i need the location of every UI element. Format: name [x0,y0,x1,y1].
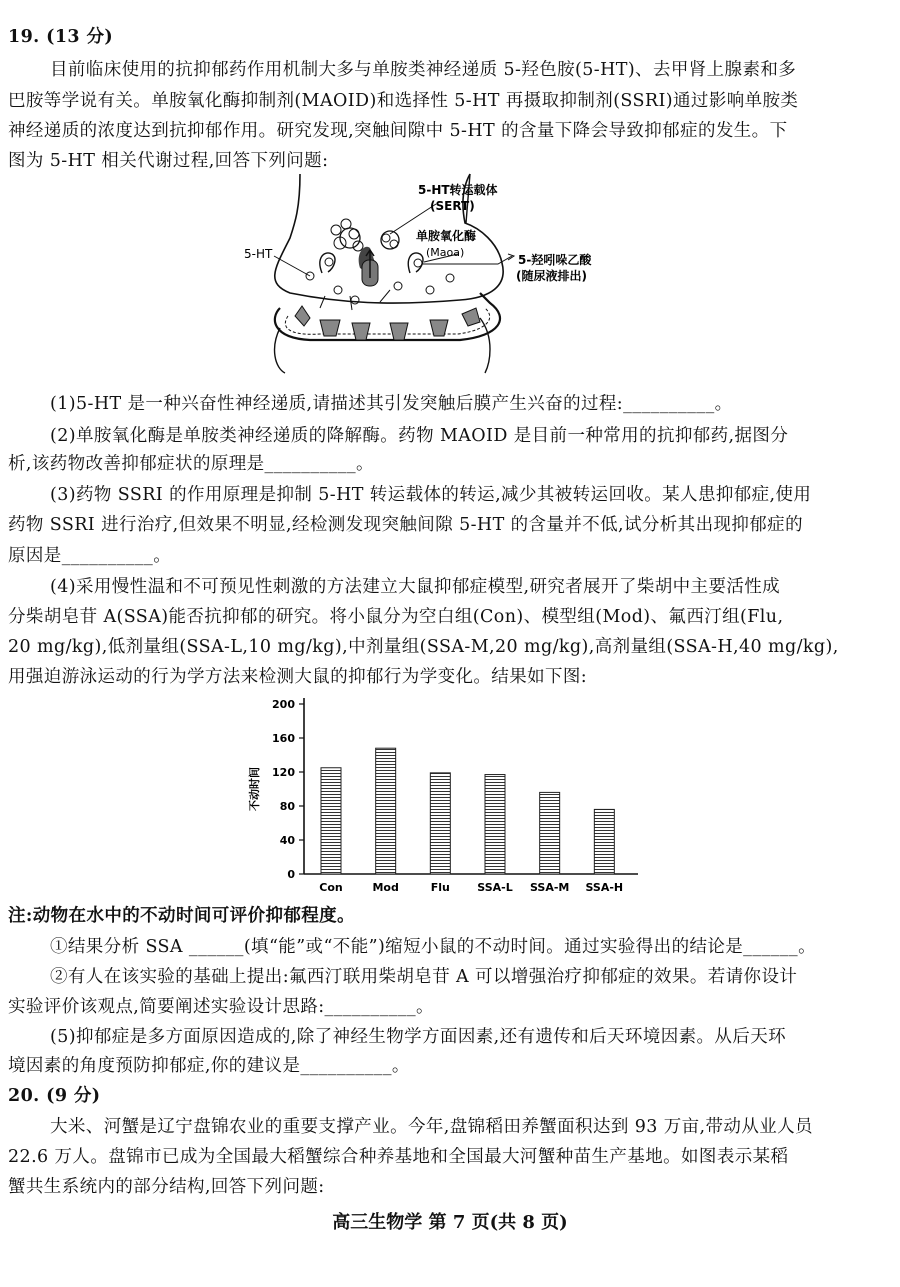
chart-note: 注:动物在水中的不动时间可评价抑郁程度。 [8,906,355,926]
immobility-bar-chart [236,682,646,900]
q19-part4-sub1: ①结果分析 SSA ______(填“能”或“不能”)缩短小鼠的不动时间。通过实验得出的结论是______。 [50,937,816,957]
label-maoa-2: (Maoa) [426,246,465,259]
label-sert-2: (SERT) [430,199,475,213]
q19-part5-a: (5)抑郁症是多方面原因造成的,除了神经生物学方面因素,还有遗传和后天环境因素。从后天环 [50,1027,787,1047]
maoa-pocket [408,253,423,273]
q20-line-2: 22.6 万人。盘锦市已成为全国最大稻蟹综合种养基地和全国最大河蟹种苗生产基地。如图表示某稻 [8,1147,789,1167]
q19-intro-line-3: 神经递质的浓度达到抗抑郁作用。研究发现,突触间隙中 5-HT 的含量下降会导致抑郁症的发生。下 [8,121,788,141]
label-5hiaa-2: (随尿液排出) [516,269,587,283]
q19-part4-c: 20 mg/kg),低剂量组(SSA-L,10 mg/kg),中剂量组(SSA-M,20 mg/kg),高剂量组(SSA-H,40 mg/kg), [8,637,839,657]
q19-header: 19. (13 分) [8,27,114,47]
q19-part3-b: 药物 SSRI 进行治疗,但效果不明显,经检测发现突触间隙 5-HT 的含量并不低,试分析其出现抑郁症的 [8,515,803,535]
bar-flu [430,773,450,874]
label-5hiaa-1: 5-羟吲哚乙酸 [518,253,592,267]
y-tick-label: 160 [272,732,295,745]
y-tick-label: 0 [287,868,295,881]
q19-part2-a: (2)单胺氧化酶是单胺类神经递质的降解酶。药物 MAOID 是目前一种常用的抗抑郁药,据图分 [50,426,789,446]
q20-line-3: 蟹共生系统内的部分结构,回答下列问题: [8,1177,325,1197]
q20-line-1: 大米、河蟹是辽宁盘锦农业的重要支撑产业。今年,盘锦稻田养蟹面积达到 93 万亩,带动从业人员 [50,1117,813,1137]
label-sert-1: 5-HT转运载体 [418,183,498,197]
synapse-diagram [240,168,640,378]
label-maoa-1: 单胺氧化酶 [416,229,477,243]
x-tick-label: Con [319,881,343,894]
chart-bars [321,748,614,874]
bar-mod [376,748,396,874]
chart-axes [299,698,638,874]
q19-part4-b: 分柴胡皂苷 A(SSA)能否抗抑郁的研究。将小鼠分为空白组(Con)、模型组(Mod)、氟西汀组(Flu, [8,607,784,627]
q19-intro-line-1: 目前临床使用的抗抑郁药作用机制大多与单胺类神经递质 5-羟色胺(5-HT)、去甲肾上腺素和多 [50,60,797,80]
y-axis-label: 不动时间 [248,767,261,811]
q19-part5-b: 境因素的角度预防抑郁症,你的建议是__________。 [8,1056,410,1076]
y-tick-label: 40 [279,834,295,847]
page-footer: 高三生物学 第 7 页(共 8 页) [332,1212,568,1233]
y-tick-label: 120 [272,766,295,779]
q20-header: 20. (9 分) [8,1086,101,1106]
y-tick-label: 200 [272,698,295,711]
bar-ssa-m [540,792,560,874]
x-tick-label: SSA-L [477,881,513,894]
q19-intro-line-2: 巴胺等学说有关。单胺氧化酶抑制剂(MAOID)和选择性 5-HT 再摄取抑制剂(SSRI)通过影响单胺类 [8,91,799,111]
label-5ht: 5-HT [244,247,273,261]
x-tick-label: SSA-M [529,881,570,894]
receptors [295,306,480,340]
q19-part3-c: 原因是__________。 [8,546,172,566]
q19-part1: (1)5-HT 是一种兴奋性神经递质,请描述其引发突触后膜产生兴奋的过程:__________。 [50,394,733,414]
q19-part4-sub2-a: ②有人在该实验的基础上提出:氟西汀联用柴胡皂苷 A 可以增强治疗抑郁症的效果。若请你设计 [50,967,798,987]
bar-ssa-l [485,775,505,874]
q19-part2-b: 析,该药物改善抑郁症状的原理是__________。 [8,454,374,474]
q19-part3-a: (3)药物 SSRI 的作用原理是抑制 5-HT 转运载体的转运,减少其被转运回收。某人患抑郁症,使用 [50,485,812,505]
q19-part4-sub2-b: 实验评价该观点,简要阐述实验设计思路:__________。 [8,997,434,1017]
y-tick-label: 80 [279,800,295,813]
bar-con [321,768,341,874]
x-tick-label: Mod [372,881,399,894]
q19-intro-line-4: 图为 5-HT 相关代谢过程,回答下列问题: [8,151,329,171]
q19-part4-d: 用强迫游泳运动的行为学方法来检测大鼠的抑郁行为学变化。结果如下图: [8,667,588,687]
x-tick-label: Flu [430,881,450,894]
bar-ssa-h [594,809,614,874]
q19-part4-a: (4)采用慢性温和不可预见性刺激的方法建立大鼠抑郁症模型,研究者展开了柴胡中主要活性成 [50,577,781,597]
x-tick-label: SSA-H [585,881,624,894]
